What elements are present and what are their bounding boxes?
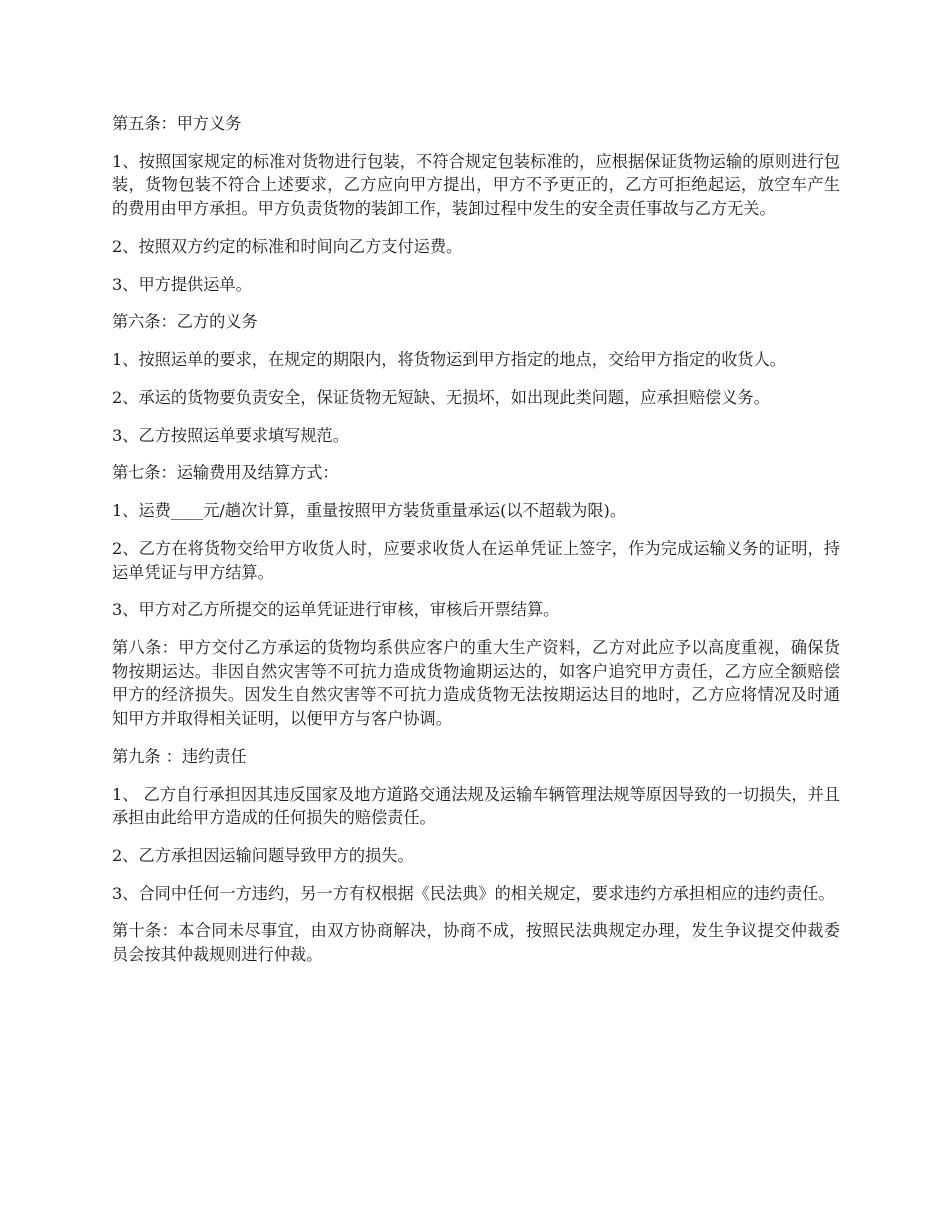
- article-10: 第十条：本合同未尽事宜，由双方协商解决，协商不成，按照民法典规定办理，发生争议提交仲裁委员会按其仲裁规则进行仲裁。: [112, 921, 840, 965]
- article-9-heading: 第九条 ：违约责任: [112, 746, 247, 766]
- article-5-clause-1: 1、按照国家规定的标准对货物进行包装，不符合规定包装标准的，应根据保证货物运输的原则进行包装，货物包装不符合上述要求，乙方应向甲方提出，甲方不予更正的，乙方可拒绝起运，放空车产生的费用由甲方承担。甲方负责货物的装卸工作，装卸过程中发生的安全责任事故与乙方无关。: [112, 151, 840, 218]
- article-7-heading: 第七条：运输费用及结算方式：: [112, 463, 339, 483]
- article-9-clause-1: 1、 乙方自行承担因其违反国家及地方道路交通法规及运输车辆管理法规等原因导致的一切损失，并且承担由此给甲方造成的任何损失的赔偿责任。: [112, 784, 840, 828]
- article-5-heading: 第五条：甲方义务: [112, 114, 242, 133]
- article-6-heading: 第六条：乙方的义务: [112, 312, 258, 332]
- article-9-clause-2: 2、乙方承担因运输问题导致甲方的损失。: [112, 845, 414, 865]
- article-7-clause-1: 1、运费____元/趟次计算，重量按照甲方装货重量承运(以不超载为限)。: [112, 501, 627, 521]
- article-6-clause-1: 1、按照运单的要求，在规定的期限内，将货物运到甲方指定的地点，交给甲方指定的收货人。: [112, 350, 786, 370]
- article-8: 第八条：甲方交付乙方承运的货物均系供应客户的重大生产资料，乙方对此应予以高度重视，确保货物按期运达。非因自然灾害等不可抗力造成货物逾期运达的，如客户追究甲方责任，乙方应全额赔偿甲方的经济损失。因发生自然灾害等不可抗力造成货物无法按期运达目的地时，乙方应将情况及时通知甲方并取得相关证明，以便甲方与客户协调。: [112, 638, 840, 728]
- article-5-clause-2: 2、按照双方约定的标准和时间向乙方支付运费。: [112, 236, 463, 256]
- article-9-clause-3: 3、合同中任何一方违约，另一方有权根据《民法典》的相关规定，要求违约方承担相应的违约责任。: [112, 883, 835, 903]
- article-5-clause-3: 3、甲方提供运单。: [112, 274, 252, 294]
- article-6-clause-2: 2、承运的货物要负责安全，保证货物无短缺、无损坏，如出现此类问题，应承担赔偿义务。: [112, 387, 770, 407]
- document-page: [112, 112, 840, 981]
- article-6-clause-3: 3、乙方按照运单要求填写规范。: [112, 425, 349, 445]
- article-7-clause-2: 2、乙方在将货物交给甲方收货人时，应要求收货人在运单凭证上签字，作为完成运输义务的证明，持运单凭证与甲方结算。: [112, 539, 840, 582]
- article-7-clause-3: 3、甲方对乙方所提交的运单凭证进行审核，审核后开票结算。: [112, 600, 560, 620]
